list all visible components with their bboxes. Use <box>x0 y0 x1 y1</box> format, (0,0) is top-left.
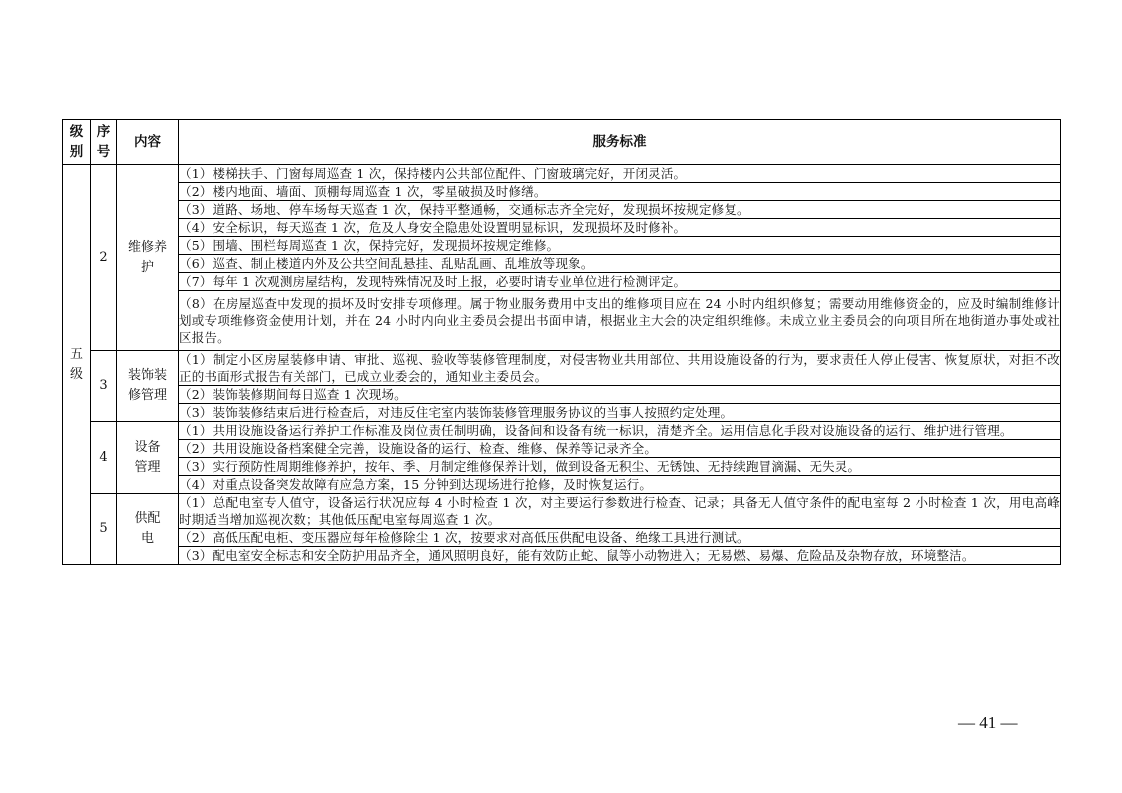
table-row <box>63 219 1061 237</box>
table-row <box>63 386 1061 404</box>
header-seq: 序号 <box>91 120 117 165</box>
table-row <box>63 529 1061 547</box>
table-row <box>63 291 1061 351</box>
table-row <box>63 273 1061 291</box>
service-standard-table <box>62 119 1061 565</box>
standard-item: （4）对重点设备突发故障有应急方案，15 分钟到达现场进行抢修，及时恢复运行。 <box>179 476 1061 494</box>
seq-cell: 5 <box>91 494 117 565</box>
seq-cell: 2 <box>91 165 117 351</box>
header-content: 内容 <box>117 120 179 165</box>
standard-item: （4）安全标识，每天巡查 1 次，危及人身安全隐患处设置明显标识，发现损坏及时修补。 <box>179 219 1061 237</box>
table-row <box>63 351 1061 386</box>
level-cell: 五级 <box>63 165 91 565</box>
seq-cell: 3 <box>91 351 117 422</box>
content-cell: 供配电 <box>117 494 179 565</box>
content-cell: 维修养护 <box>117 165 179 351</box>
table-row <box>63 458 1061 476</box>
table-row <box>63 237 1061 255</box>
table-row <box>63 183 1061 201</box>
standard-item: （2）高低压配电柜、变压器应每年检修除尘 1 次，按要求对高低压供配电设备、绝缘工具进行测试。 <box>179 529 1061 547</box>
standard-item: （7）每年 1 次观测房屋结构，发现特殊情况及时上报，必要时请专业单位进行检测评定。 <box>179 273 1061 291</box>
standard-item: （1）总配电室专人值守，设备运行状况应每 4 小时检查 1 次，对主要运行参数进行检查、记录；具备无人值守条件的配电室每 2 小时检查 1 次，用电高峰时期适当增加巡视次数；其他低压配电室每周巡查 1 次。 <box>179 495 1060 527</box>
standard-item: （2）装饰装修期间每日巡查 1 次现场。 <box>179 386 1061 404</box>
header-standard: 服务标准 <box>179 120 1061 165</box>
standard-item: （8）在房屋巡查中发现的损坏及时安排专项修理。属于物业服务费用中支出的维修项目应在 24 小时内组织修复；需要动用维修资金的，应及时编制维修计划或专项维修资金使用计划，并在 24 小时内向业主委员会提出书面申请，根据业主大会的决定组织维修。未成立业主委员会的向项目所在地街道办事处或社区报告。 <box>179 291 1061 351</box>
standard-item: （2）共用设施设备档案健全完善，设施设备的运行、检查、维修、保养等记录齐全。 <box>179 440 1061 458</box>
table-row <box>63 494 1061 529</box>
seq-cell: 4 <box>91 422 117 494</box>
content-cell: 装饰装修管理 <box>117 351 179 422</box>
standard-item: （1）共用设施设备运行养护工作标准及岗位责任制明确，设备间和设备有统一标识，清楚齐全。运用信息化手段对设施设备的运行、维护进行管理。 <box>179 422 1061 440</box>
standard-item: （3）配电室安全标志和安全防护用品齐全，通风照明良好，能有效防止蛇、鼠等小动物进入；无易燃、易爆、危险品及杂物存放，环境整洁。 <box>179 547 1061 565</box>
standard-item: （2）楼内地面、墙面、顶棚每周巡查 1 次，零星破损及时修缮。 <box>179 183 1061 201</box>
table-row <box>63 201 1061 219</box>
standard-item: （3）实行预防性周期维修养护，按年、季、月制定维修保养计划，做到设备无积尘、无锈蚀、无持续跑冒滴漏、无失灵。 <box>179 458 1061 476</box>
standard-item: （1）制定小区房屋装修申请、审批、巡视、验收等装修管理制度，对侵害物业共用部位、共用设施设备的行为，要求责任人停止侵害、恢复原状，对拒不改正的书面形式报告有关部门，已成立业委会的，通知业主委员会。 <box>179 352 1060 384</box>
page-number: — 41 — <box>958 713 1018 732</box>
header-level: 级别 <box>63 120 91 165</box>
standard-item: （1）楼梯扶手、门窗每周巡查 1 次，保持楼内公共部位配件、门窗玻璃完好，开闭灵活。 <box>179 165 1061 183</box>
content-cell: 设备管理 <box>117 422 179 494</box>
standard-item: （3）道路、场地、停车场每天巡查 1 次，保持平整通畅，交通标志齐全完好，发现损坏按规定修复。 <box>179 201 1061 219</box>
table-row <box>63 404 1061 422</box>
standard-item: （3）装饰装修结束后进行检查后，对违反住宅室内装饰装修管理服务协议的当事人按照约定处理。 <box>179 404 1061 422</box>
table-row <box>63 422 1061 440</box>
standard-item: （6）巡查、制止楼道内外及公共空间乱悬挂、乱贴乱画、乱堆放等现象。 <box>179 255 1061 273</box>
table-row <box>63 440 1061 458</box>
table-row <box>63 165 1061 183</box>
table-row <box>63 255 1061 273</box>
standard-item: （5）围墙、围栏每周巡查 1 次，保持完好，发现损坏按规定维修。 <box>179 237 1061 255</box>
table-row <box>63 547 1061 565</box>
header-row <box>63 120 1061 165</box>
table-row <box>63 476 1061 494</box>
